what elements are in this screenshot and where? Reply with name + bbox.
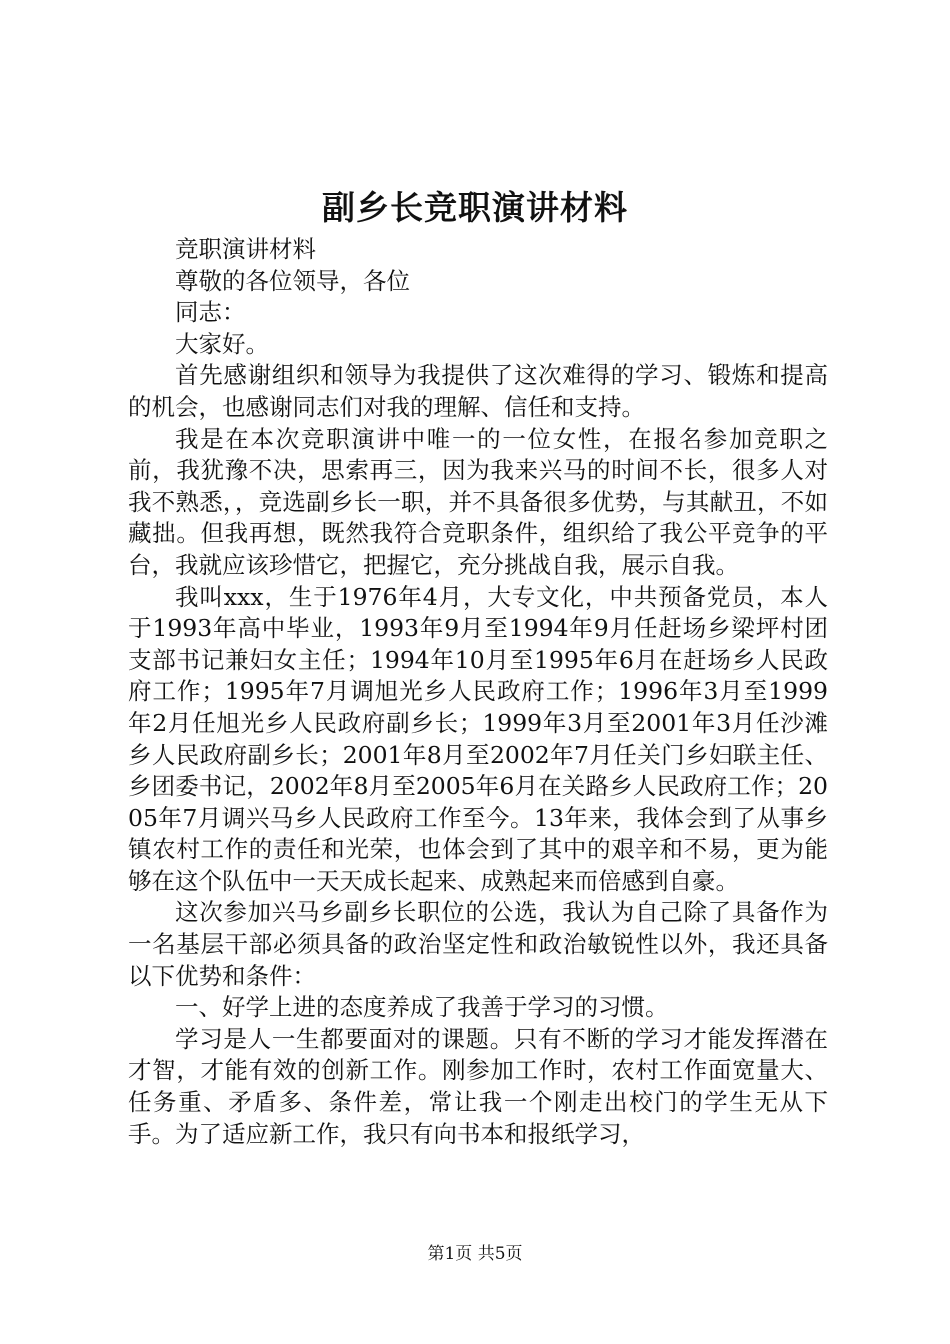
page-footer: 第1页 共5页	[427, 1244, 523, 1264]
paragraph: 竞职演讲材料	[175, 235, 316, 263]
paragraph: 尊敬的各位领导，各位	[175, 266, 410, 295]
paragraph: 一、好学上进的态度养成了我善于学习的习惯。	[175, 993, 669, 1022]
paragraph: 学习是人一生都要面对的课题。只有不断的学习才能发挥潜在才智，才能有效的创新工作。刚参加工作时，农村工作面宽量大、任务重、矛盾多、条件差，常让我一个刚走出校门的学生无从下手。为了适应新工作，我只有向书本和报纸学习，	[128, 1024, 828, 1148]
paragraph: 我是在本次竞职演讲中唯一的一位女性，在报名参加竞职之前，我犹豫不决，思索再三，因为我来兴马的时间不长，很多人对我不熟悉，，竞选副乡长一职，并不具备很多优势，与其献丑，不如藏拙。但我再想，既然我符合竞职条件，组织给了我公平竞争的平台，我就应该珍惜它，把握它，充分挑战自我，展示自我。	[128, 424, 828, 579]
paragraph: 我叫xxx，生于1976年4月，大专文化，中共预备党员，本人于1993年高中毕业，1993年9月至1994年9月任赶场乡梁坪村团支部书记兼妇女主任；1994年10月至1995年6月在赶场乡人民政府工作；1995年7月调旭光乡人民政府工作；1996年3月至1999年2月任旭光乡人民政府副乡长；1999年3月至2001年3月任沙滩乡人民政府副乡长；2001年8月至2002年7月任关门乡妇联主任、乡团委书记，2002年8月至2005年6月在关路乡人民政府工作；2005年7月调兴马乡人民政府工作至今。13年来，我体会到了从事乡镇农村工作的责任和光荣，也体会到了其中的艰辛和不易，更为能够在这个队伍中一天天成长起来、成熟起来而倍感到自豪。	[128, 582, 828, 895]
paragraph: 这次参加兴马乡副乡长职位的公选，我认为自己除了具备作为一名基层干部必须具备的政治坚定性和政治敏锐性以外，我还具备以下优势和条件：	[128, 898, 828, 990]
paragraph: 大家好。	[175, 329, 269, 358]
paragraph: 同志：	[175, 298, 246, 327]
document-title: 副乡长竞职演讲材料	[322, 188, 628, 227]
document-body	[128, 234, 828, 1150]
paragraph: 首先感谢组织和领导为我提供了这次难得的学习、锻炼和提高的机会，也感谢同志们对我的理解、信任和支持。	[128, 361, 828, 421]
